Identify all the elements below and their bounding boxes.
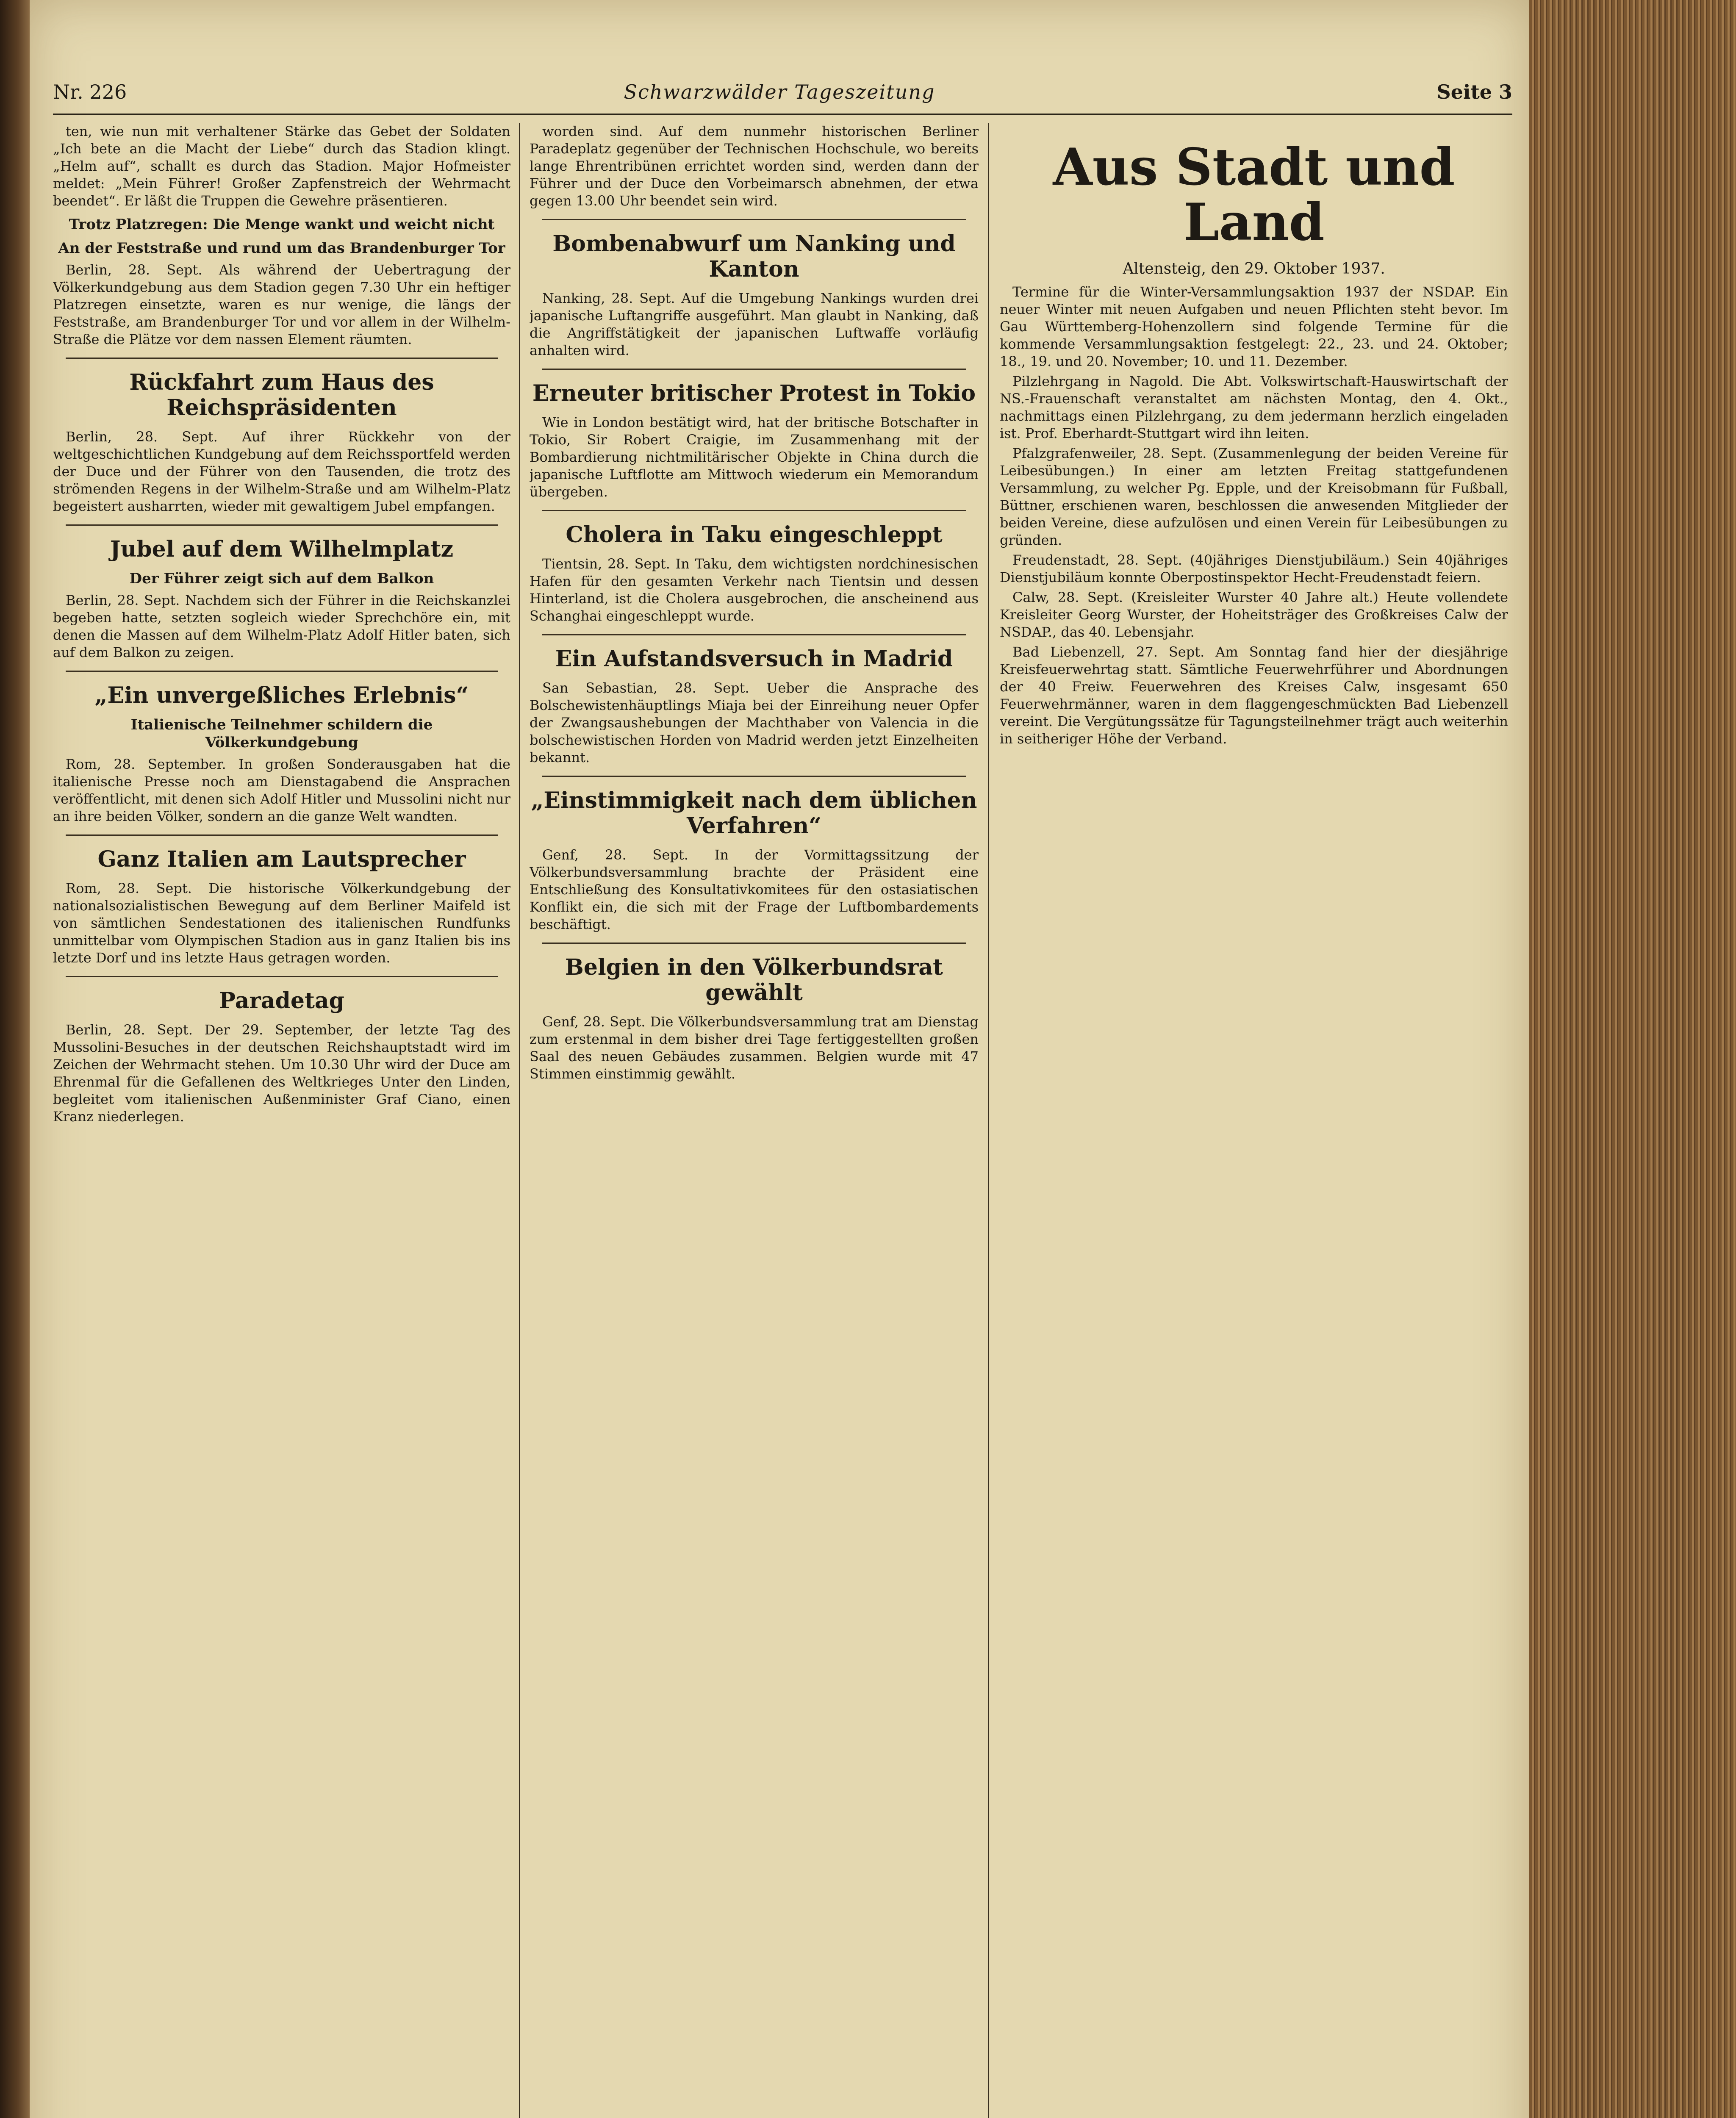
column-right	[1000, 123, 1508, 2118]
article-headline: „Einstimmigkeit nach dem üblichen Verfahren“	[531, 787, 977, 839]
article-headline: Ganz Italien am Lautsprecher	[97, 846, 466, 872]
page-stack-edges	[1529, 0, 1736, 2118]
article-headline: Belgien in den Völkerbundsrat gewählt	[565, 954, 943, 1006]
article-text: Freudenstadt, 28. Sept. (40jähriges Dienstjubiläum.) Sein 40jähriges Dienstjubiläum konnte Oberpostinspektor Hecht-Freudenstadt feiern.	[1000, 552, 1508, 585]
article-separator	[542, 510, 966, 511]
article-headline: Jubel auf dem Wilhelmplatz	[110, 536, 454, 562]
article-separator	[542, 369, 966, 370]
article-text: Termine für die Winter-Versammlungsaktion 1937 der NSDAP. Ein neuer Winter mit neuen Aufgaben und neuen Pflichten steht bevor. Im Gau Württemberg-Hohenzollern sind folgende Termine für die kommende Versammlungsaktion festgelegt: 22., 23. und 24. Oktober; 18., 19. und 20. November; 10. und 11. Dezember.	[1000, 284, 1508, 369]
article-subheadline: An der Feststraße und rund um das Brandenburger Tor	[58, 240, 505, 257]
column-left	[53, 123, 510, 2118]
article-separator	[66, 834, 498, 836]
article-separator	[542, 776, 966, 777]
article-separator	[66, 358, 498, 359]
article-text: Berlin, 28. Sept. Als während der Uebertragung der Völkerkundgebung aus dem Stadion gegen 7.30 Uhr ein heftiger Platzregen einsetzte, waren es nur wenige, die längs der Feststraße, am Brandenburger Tor und vor allem in der Wilhelm-Straße die Plätze vor dem nassen Element räumten.	[53, 262, 510, 347]
dateline: Altensteig, den 29. Oktober 1937.	[1123, 260, 1385, 277]
page-number: Seite 3	[1436, 80, 1512, 103]
article-text: ten, wie nun mit verhaltener Stärke das Gebet der Soldaten „Ich bete an die Macht der Liebe“ durch das Stadion klingt. „Helm auf“, schallt es durch das Stadion. Major Hofmeister meldet: „Mein Führer! Großer Zapfenstreich der Wehrmacht beendet“. Er läßt die Truppen die Gewehre präsentieren.	[53, 123, 510, 209]
article-separator	[66, 524, 498, 526]
column-middle	[530, 123, 979, 2118]
article-subheadline: Der Führer zeigt sich auf dem Balkon	[129, 570, 434, 587]
article-text: Tientsin, 28. Sept. In Taku, dem wichtigsten nordchinesischen Hafen für den gesamten Verkehr nach Tientsin und dessen Hinterland, ist die Cholera ausgebrochen, die anscheinend aus Schanghai eingeschleppt wurde.	[530, 556, 979, 624]
article-text: Nanking, 28. Sept. Auf die Umgebung Nankings wurden drei japanische Luftangriffe ausgeführt. Man glaubt in Nanking, daß die Angriffstätigkeit der japanischen Luftwaffe vorläufig anhalten wird.	[530, 290, 979, 358]
article-text: Calw, 28. Sept. (Kreisleiter Wurster 40 Jahre alt.) Heute vollendete Kreisleiter Georg Wurster, der Hoheitsträger des Großkreises Calw der NSDAP., das 40. Lebensjahr.	[1000, 589, 1508, 640]
article-separator	[66, 976, 498, 977]
column-divider	[519, 123, 520, 2118]
article-text: Pilzlehrgang in Nagold. Die Abt. Volkswirtschaft-Hauswirtschaft der NS.-Frauenschaft veranstaltet am nächsten Montag, den 4. Okt., nachmittags einen Pilzlehrgang, zu dem jedermann herzlich eingeladen ist. Prof. Eberhardt-Stuttgart wird ihn leiten.	[1000, 373, 1508, 441]
article-text: Bad Liebenzell, 27. Sept. Am Sonntag fand hier der diesjährige Kreisfeuerwehrtag statt. Sämtliche Feuerwehrführer und Abordnungen der 40 Freiw. Feuerwehren des Kreises Calw, insgesamt 650 Feuerwehrmänner, waren in dem flaggengeschmückten Bad Liebenzell vereint. Die Vergütungssätze für Tagungsteilnehmer trägt auch weiterhin in seitheriger Höhe der Verband.	[1000, 644, 1508, 747]
article-text: Berlin, 28. Sept. Der 29. September, der letzte Tag des Mussolini-Besuches in der deutschen Reichshauptstadt wird im Zeichen der Wehrmacht stehen. Um 10.30 Uhr wird der Duce am Ehrenmal für die Gefallenen des Weltkrieges Unter den Linden, begleitet vom italienischen Außenminister Graf Ciano, einen Kranz niederlegen.	[53, 1022, 510, 1125]
article-separator	[542, 943, 966, 944]
article-text: Genf, 28. Sept. Die Völkerbundsversammlung trat am Dienstag zum erstenmal in dem bisher drei Tage fertiggestellten großen Saal des neuen Gebäudes zusammen. Belgien wurde mit 47 Stimmen einstimmig gewählt.	[530, 1014, 979, 1082]
newspaper-title: Schwarzwälder Tageszeitung	[624, 80, 935, 103]
article-headline: Paradetag	[219, 988, 344, 1014]
article-headline: Cholera in Taku eingeschleppt	[566, 522, 943, 548]
article-text: Berlin, 28. Sept. Auf ihrer Rückkehr von der weltgeschichtlichen Kundgebung auf dem Reichssportfeld werden der Duce und der Führer von den Tausenden, die trotz des strömenden Regens in der Wilhelm-Straße und am Wilhelm-Platz begeistert ausharrten, wieder mit gewaltigem Jubel empfangen.	[53, 429, 510, 514]
article-text: Wie in London bestätigt wird, hat der britische Botschafter in Tokio, Sir Robert Craigie, im Zusammenhang mit der Bombardierung nichtmilitärischer Objekte in China durch die japanische Luftflotte am Mittwoch wiederum ein Memorandum übergeben.	[530, 414, 979, 500]
article-subheadline: Italienische Teilnehmer schildern die Völkerkundgebung	[130, 716, 433, 751]
column-divider	[988, 123, 989, 2118]
article-text: San Sebastian, 28. Sept. Ueber die Ansprache des Bolschewistenhäuptlings Miaja bei der Einreihung neuer Opfer der Zwangsaushebungen der Machthaber von Valencia in die bolschewistischen Horden von Madrid werden jetzt Einzelheiten bekannt.	[530, 680, 979, 765]
article-separator	[66, 671, 498, 672]
article-text: Genf, 28. Sept. In der Vormittagssitzung der Völkerbundsversammlung brachte der Präsident eine Entschließung des Konsultativkomitees für den ostasiatischen Konflikt ein, die sich mit der Frage der Luftbombardements beschäftigt.	[530, 847, 979, 932]
article-text: Rom, 28. September. In großen Sonderausgaben hat die italienische Presse noch am Dienstagabend die Ansprachen veröffentlicht, mit denen sich Adolf Hitler und Mussolini nicht nur an ihre beiden Völker, sondern an die ganze Welt wandten.	[53, 756, 510, 824]
article-headline: Bombenabwurf um Nanking und Kanton	[552, 231, 956, 282]
article-headline: Trotz Platzregen: Die Menge wankt und weicht nicht	[69, 216, 495, 233]
section-masthead: Aus Stadt und Land	[1053, 137, 1455, 252]
newspaper-page	[30, 0, 1529, 2118]
issue-number: Nr. 226	[53, 80, 127, 103]
article-separator	[542, 219, 966, 220]
header-rule	[53, 114, 1512, 115]
article-separator	[542, 634, 966, 635]
article-text: Pfalzgrafenweiler, 28. Sept. (Zusammenlegung der beiden Vereine für Leibesübungen.) In einer am letzten Freitag stattgefundenen Versammlung, zu welcher Pg. Epple, und der Kreisobmann für Fußball, Büttner, erschienen waren, beschlossen die anwesenden Mitglieder der beiden Vereine, diese aufzulösen und einen Verein für Leibesübungen zu gründen.	[1000, 445, 1508, 548]
article-text: Berlin, 28. Sept. Nachdem sich der Führer in die Reichskanzlei begeben hatte, setzten sogleich wieder Sprechchöre ein, mit denen die Massen auf dem Wilhelm-Platz Adolf Hitler baten, sich auf dem Balkon zu zeigen.	[53, 592, 510, 660]
article-text: Rom, 28. Sept. Die historische Völkerkundgebung der nationalsozialistischen Bewegung auf dem Berliner Maifeld ist von sämtlichen Sendestationen des italienischen Rundfunks unmittelbar vom Olympischen Stadion aus in ganz Italien bis ins letzte Dorf und ins letzte Haus getragen worden.	[53, 880, 510, 966]
article-headline: Rückfahrt zum Haus des Reichspräsidenten	[129, 369, 434, 421]
article-headline: „Ein unvergeßliches Erlebnis“	[94, 682, 469, 708]
article-text: worden sind. Auf dem nunmehr historischen Berliner Paradeplatz gegenüber der Technischen Hochschule, wo bereits lange Ehrentribünen errichtet worden sind, werden dann der Führer und der Duce den Vorbeimarsch abnehmen, der etwa gegen 13.00 Uhr beendet sein wird.	[530, 123, 979, 209]
article-headline: Erneuter britischer Protest in Tokio	[532, 380, 976, 406]
article-headline: Ein Aufstandsversuch in Madrid	[555, 646, 953, 672]
book-binding	[0, 0, 30, 2118]
